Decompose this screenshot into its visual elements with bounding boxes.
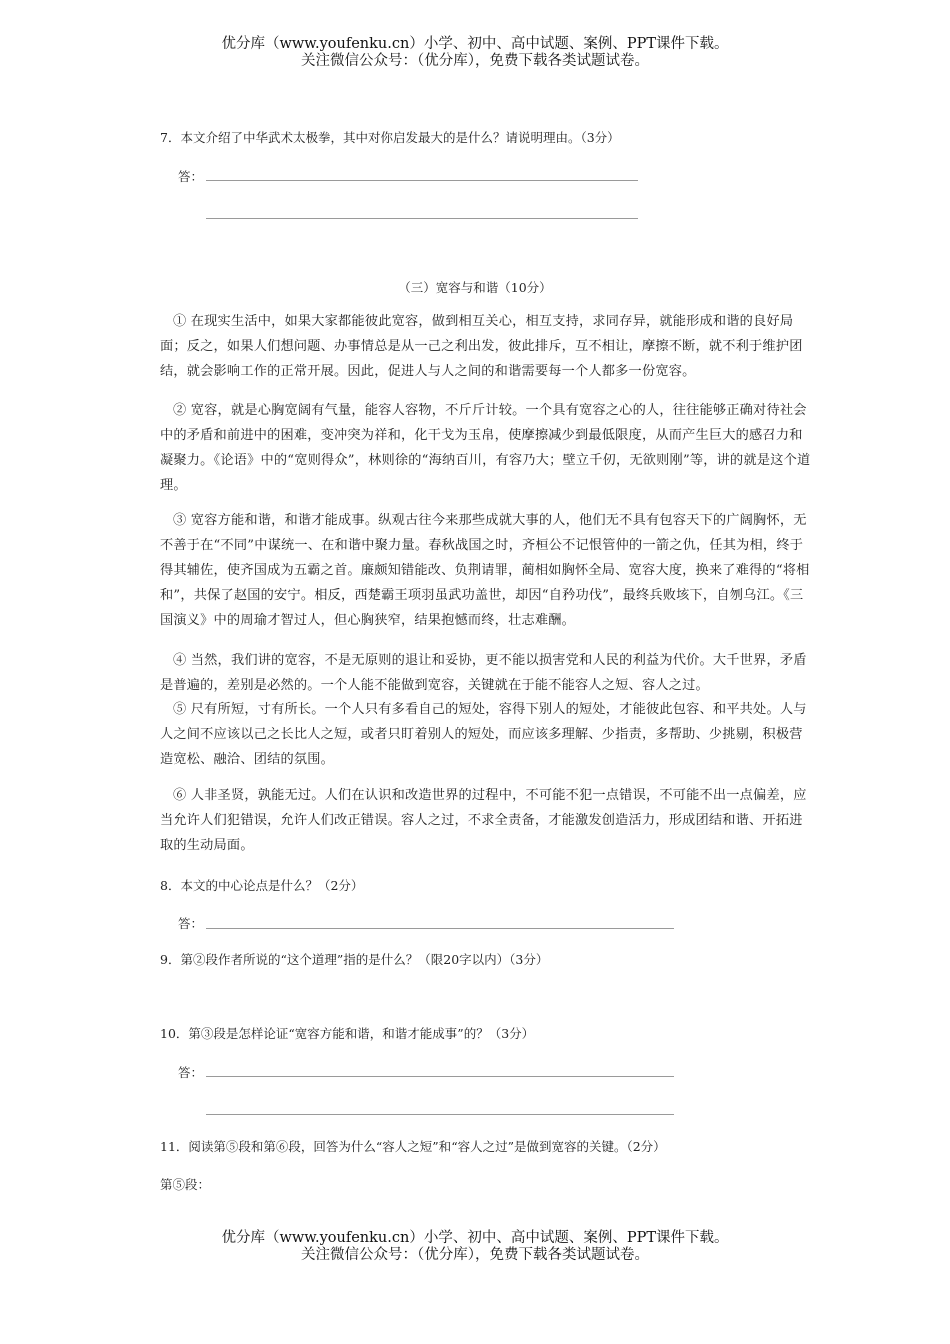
answer-label-7: 答： [178, 169, 204, 184]
question-9: 9．第②段作者所说的“这个道理”指的是什么？（限20字以内）（3分） [160, 952, 549, 967]
question-7: 7．本文介绍了中华武术太极拳，其中对你启发最大的是什么？请说明理由。（3分） [160, 130, 620, 145]
question-8: 8．本文的中心论点是什么？（2分） [160, 878, 364, 893]
answer-line-10a[interactable] [206, 1076, 674, 1077]
header-line-2: 关注微信公众号：（优分库），免费下载各类试题试卷。 [301, 53, 649, 69]
question-11: 11．阅读第⑤段和第⑥段，回答为什么“容人之短”和“容人之过”是做到宽容的关键。（2分） [160, 1139, 666, 1154]
answer-label-10: 答： [178, 1065, 204, 1080]
footer-line-2: 关注微信公众号：（优分库），免费下载各类试题试卷。 [301, 1247, 649, 1263]
page-footer [0, 1230, 950, 1264]
paragraph-1: ① 在现实生活中，如果大家都能彼此宽容，做到相互关心，相互支持，求同存异，就能形成和谐的良好局面；反之，如果人们想问题、办事情总是从一己之利出发，彼此排斥，互不相让，摩擦不断，就不利于维护团结，就会影响工作的正常开展。因此，促进人与人之间的和谐需要每一个人都多一份宽容。 [160, 314, 803, 379]
answer-line-7b[interactable] [206, 218, 638, 219]
paragraph-6: ⑥ 人非圣贤，孰能无过。人们在认识和改造世界的过程中，不可能不犯一点错误，不可能不出一点偏差，应当允许人们犯错误，允许人们改正错误。容人之过，不求全责备，才能激发创造活力，形成团结和谐、开拓进取的生动局面。 [160, 788, 807, 853]
paragraph-4: ④ 当然，我们讲的宽容，不是无原则的退让和妥协，更不能以损害党和人民的利益为代价。大千世界，矛盾是普遍的，差别是必然的。一个人能不能做到宽容，关键就在于能不能容人之短、容人之过。 [160, 653, 807, 693]
paragraph-3: ③ 宽容方能和谐，和谐才能成事。纵观古往今来那些成就大事的人，他们无不具有包容天下的广阔胸怀，无不善于在“不同”中谋统一、在和谐中聚力量。春秋战国之时，齐桓公不记恨管仲的一箭之仇，任其为相，终于得其辅佐，使齐国成为五霸之首。廉颇知错能改、负荆请罪，蔺相如胸怀全局、宽容大度，换来了难得的“将相和”，共保了赵国的安宁。相反，西楚霸王项羽虽武功盖世，却因“自矜功伐”，最终兵败垓下，自刎乌江。《三国演义》中的周瑜才智过人，但心胸狭窄，结果抱憾而终，壮志难酬。 [160, 513, 810, 628]
footer-line-1: 优分库（www.youfenku.cn）小学、初中、高中试题、案例、PPT课件下载。 [221, 1230, 729, 1246]
question-10: 10．第③段是怎样论证“宽容方能和谐，和谐才能成事”的？（3分） [160, 1026, 535, 1041]
answer-label-8: 答： [178, 916, 204, 931]
paragraph-5: ⑤ 尺有所短，寸有所长。一个人只有多看自己的短处，容得下别人的短处，才能彼此包容、和平共处。人与人之间不应该以己之长比人之短，或者只盯着别人的短处，而应该多理解、少指责，多帮助、少挑剔，积极营造宽松、融洽、团结的氛围。 [160, 702, 807, 767]
answer-line-8[interactable] [206, 928, 674, 929]
section-title: （三）宽容与和谐（10分） [398, 280, 552, 295]
answer-line-10b[interactable] [206, 1114, 674, 1115]
page-header [0, 36, 950, 70]
paragraph-2: ② 宽容，就是心胸宽阔有气量，能容人容物，不斤斤计较。一个具有宽容之心的人，往往能够正确对待社会中的矛盾和前进中的困难，变冲突为祥和，化干戈为玉帛，使摩擦减少到最低限度，从而产生巨大的感召力和凝聚力。《论语》中的“宽则得众”，林则徐的“海纳百川，有容乃大；壁立千仞，无欲则刚”等，讲的就是这个道理。 [160, 403, 811, 493]
answer-line-7a[interactable] [206, 180, 638, 181]
sub-label-paragraph-5: 第⑤段： [160, 1177, 211, 1192]
header-line-1: 优分库（www.youfenku.cn）小学、初中、高中试题、案例、PPT课件下载。 [221, 36, 729, 52]
